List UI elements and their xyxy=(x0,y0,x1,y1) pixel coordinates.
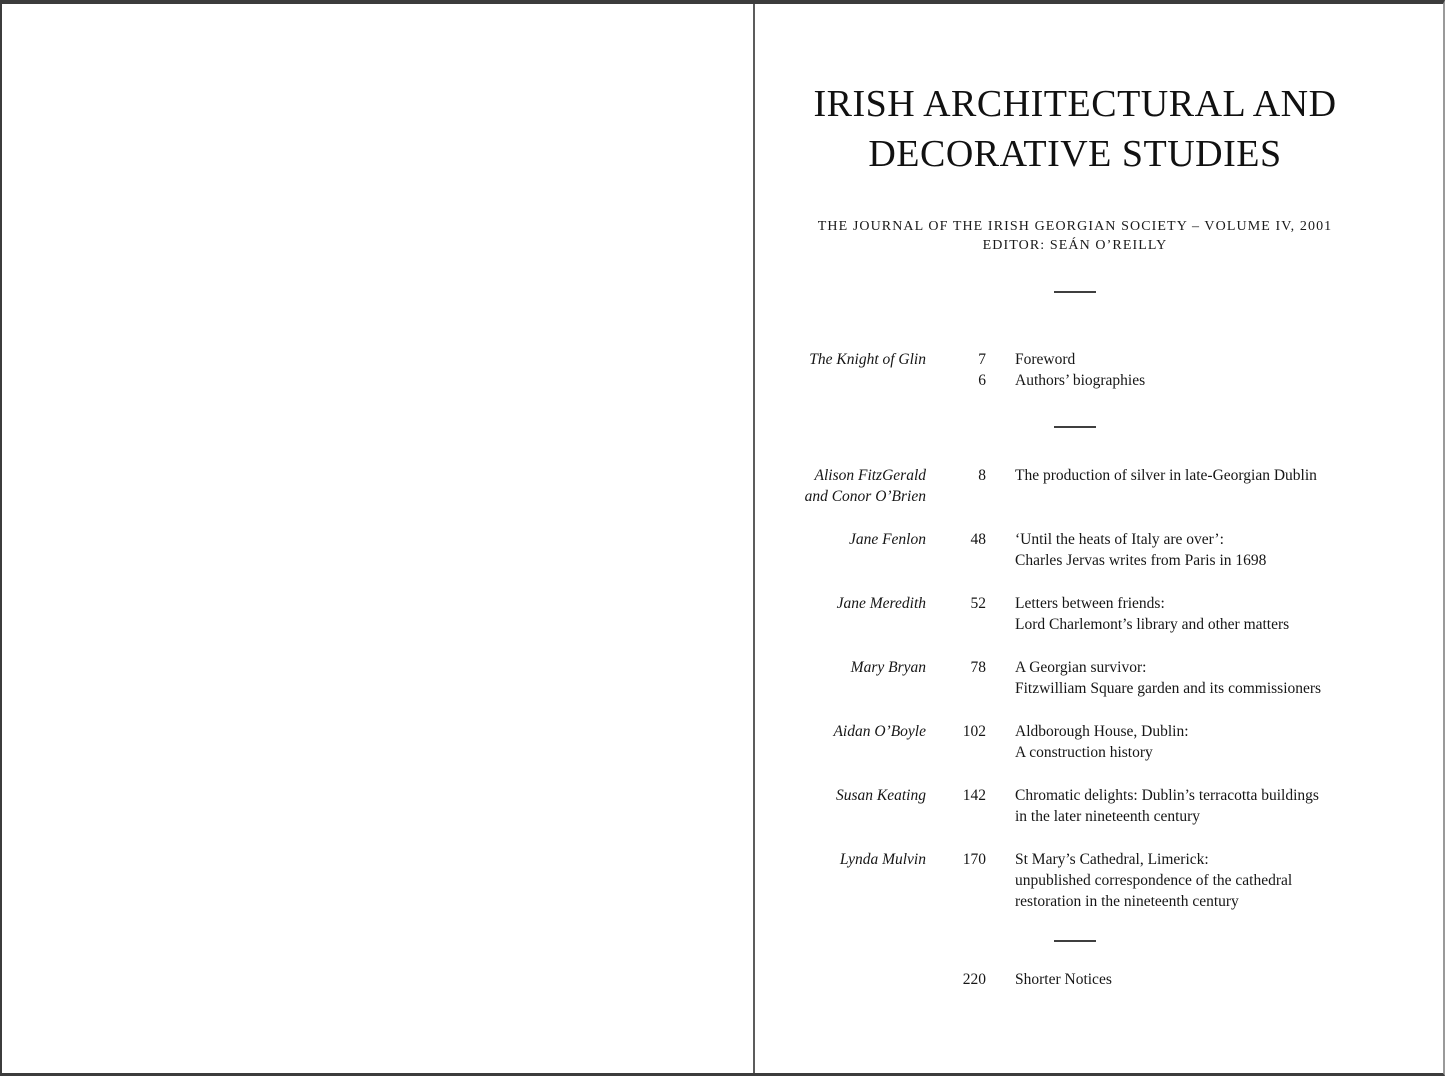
toc-author xyxy=(792,529,926,550)
toc-row-article xyxy=(792,721,1358,763)
toc-author xyxy=(792,465,926,507)
toc-row-authors-biographies xyxy=(792,370,1358,391)
table-of-contents xyxy=(792,349,1358,990)
toc-row-article xyxy=(792,593,1358,635)
toc-author-line: Alison FitzGerald xyxy=(814,467,926,484)
toc-row-article xyxy=(792,657,1358,699)
toc-author xyxy=(792,785,926,806)
toc-title: Foreword xyxy=(1015,351,1076,368)
toc-author xyxy=(792,721,926,742)
toc-title-line: St Mary’s Cathedral, Limerick: xyxy=(1015,851,1209,868)
journal-subtitle-line: THE JOURNAL OF THE IRISH GEORGIAN SOCIETY – VOLUME IV, 2001 xyxy=(817,219,1333,234)
toc-title xyxy=(986,593,1358,635)
journal-editor-line: EDITOR: SEÁN O’REILLY xyxy=(982,238,1168,253)
toc-author xyxy=(792,593,926,614)
toc-title xyxy=(986,529,1358,571)
toc-page-number: 6 xyxy=(978,372,986,389)
left-page-blank xyxy=(2,4,752,1073)
toc-page-number: 78 xyxy=(970,659,986,676)
journal-title xyxy=(792,79,1358,179)
journal-subtitle xyxy=(792,217,1358,255)
toc-title xyxy=(986,785,1358,827)
toc-title-line: Chromatic delights: Dublin’s terracotta buildings xyxy=(1015,787,1319,804)
toc-author-line: Aidan O’Boyle xyxy=(833,723,926,740)
toc-page-number: 170 xyxy=(962,851,986,868)
toc-author-line: Lynda Mulvin xyxy=(839,851,926,868)
toc-title: Shorter Notices xyxy=(1015,971,1112,988)
contents-page xyxy=(757,4,1445,1073)
toc-title-line: Letters between friends: xyxy=(1015,595,1165,612)
toc-title xyxy=(986,849,1358,912)
toc-author-line: Jane Meredith xyxy=(836,595,926,612)
toc-title-line: restoration in the nineteenth century xyxy=(1015,893,1239,910)
toc-title xyxy=(986,657,1358,699)
toc-page-number: 48 xyxy=(970,531,986,548)
toc-author: The Knight of Glin xyxy=(809,351,926,368)
toc-row-shorter-notices xyxy=(792,969,1358,990)
toc-page-number: 7 xyxy=(978,351,986,368)
toc-author-line: Susan Keating xyxy=(836,787,926,804)
section-rule xyxy=(1054,291,1096,293)
toc-title-line: Aldborough House, Dublin: xyxy=(1015,723,1189,740)
toc-author-line: and Conor O’Brien xyxy=(804,488,926,505)
toc-row-article xyxy=(792,465,1358,507)
toc-author xyxy=(792,657,926,678)
section-rule xyxy=(1054,940,1096,942)
toc-title-line: in the later nineteenth century xyxy=(1015,808,1201,825)
toc-author-line: Mary Bryan xyxy=(850,659,926,676)
contents-content xyxy=(792,79,1358,990)
toc-author xyxy=(792,849,926,870)
toc-row-article xyxy=(792,785,1358,827)
toc-title-line: ‘Until the heats of Italy are over’: xyxy=(1015,531,1224,548)
toc-title: Authors’ biographies xyxy=(1015,372,1146,389)
section-rule xyxy=(1054,426,1096,428)
toc-page-number: 142 xyxy=(962,787,986,804)
toc-title xyxy=(986,465,1358,486)
toc-page-number: 52 xyxy=(970,595,986,612)
page-gutter-line xyxy=(753,4,755,1073)
toc-title-line: A construction history xyxy=(1015,744,1153,761)
journal-title-line-2: DECORATIVE STUDIES xyxy=(868,133,1282,175)
toc-title-line: A Georgian survivor: xyxy=(1015,659,1147,676)
toc-title-line: Charles Jervas writes from Paris in 1698 xyxy=(1015,552,1267,569)
toc-title-line: unpublished correspondence of the cathedral xyxy=(1015,872,1293,889)
toc-row-foreword xyxy=(792,349,1358,370)
toc-title-line: Fitzwilliam Square garden and its commissioners xyxy=(1015,680,1322,697)
toc-row-article xyxy=(792,849,1358,912)
toc-page-number: 8 xyxy=(978,467,986,484)
toc-title xyxy=(986,721,1358,763)
toc-page-number: 220 xyxy=(962,971,986,988)
toc-row-article xyxy=(792,529,1358,571)
journal-title-line-1: IRISH ARCHITECTURAL AND xyxy=(813,83,1337,125)
toc-title-line: The production of silver in late-Georgian Dublin xyxy=(1015,467,1317,484)
toc-title-line: Lord Charlemont’s library and other matters xyxy=(1015,616,1290,633)
toc-author-line: Jane Fenlon xyxy=(848,531,926,548)
toc-page-number: 102 xyxy=(962,723,986,740)
